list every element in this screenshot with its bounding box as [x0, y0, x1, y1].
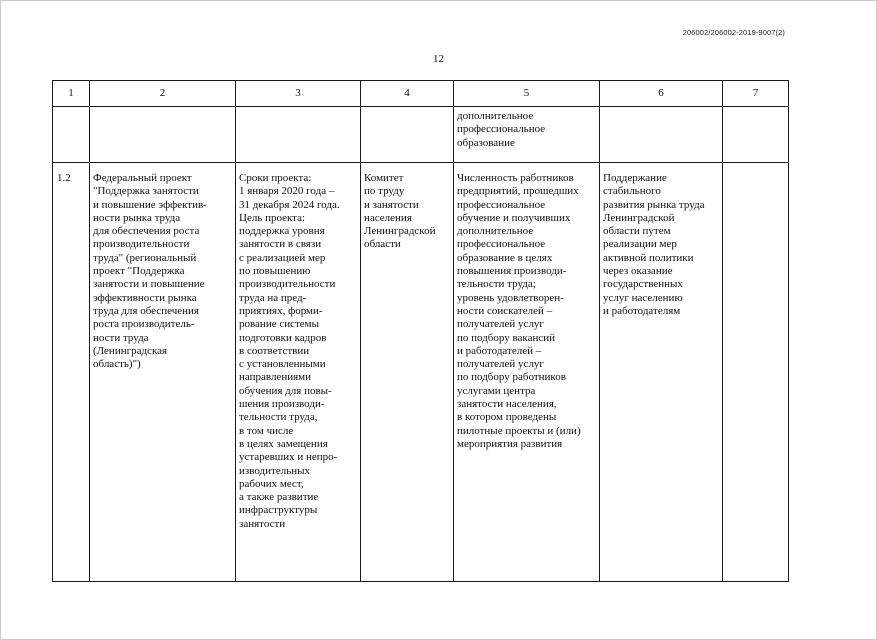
cont-cell-5: дополнительное профессиональное образование	[454, 107, 600, 163]
cont-cell-4	[361, 107, 454, 163]
responsible-executor: Комитет по труду и занятости населения Ленинградской области	[361, 163, 454, 582]
document-id: 206002/206002-2019-9007(2)	[682, 28, 785, 37]
page-number: 12	[433, 53, 444, 65]
cont-cell-7	[723, 107, 789, 163]
column-header-7: 7	[723, 81, 789, 107]
cont-cell-6	[600, 107, 723, 163]
row-number: 1.2	[53, 163, 90, 582]
project-terms-and-goal: Сроки проекта: 1 января 2020 года – 31 декабря 2024 года. Цель проекта: поддержка уровня занятости в связи с реализацией мер по повышению производительности труда на пред- приятиях, форми- рование системы подготовки кадров в соответствии с установленными направлениями обучения для повы- шения производи- тельности труда, в том числе в целях замещения устаревших и непро- изводительных рабочих мест, а также развитие инфраструктуры занятости	[236, 163, 361, 582]
table-row	[53, 163, 789, 582]
project-name: Федеральный проект "Поддержка занятости и повышение эффектив- ности рынка труда для обеспечения роста производительности труда" (региональный проект "Поддержка занятости и повышение эффективности рынка труда для обеспечения роста производитель- ности труда (Ленинградская область)")	[90, 163, 236, 582]
cont-cell-1	[53, 107, 90, 163]
expected-result: Поддержание стабильного развития рынка труда Ленинградской области путем реализации мер активной политики через оказание государственных услуг населению и работодателям	[600, 163, 723, 582]
cont-cell-2	[90, 107, 236, 163]
column-header-2: 2	[90, 81, 236, 107]
column-header-6: 6	[600, 81, 723, 107]
cont-cell-3	[236, 107, 361, 163]
measures-table	[52, 80, 789, 582]
column-header-4: 4	[361, 81, 454, 107]
column-header-5: 5	[454, 81, 600, 107]
continuation-row	[53, 107, 789, 163]
header-row	[53, 81, 789, 107]
indicators: Численность работников предприятий, прошедших профессиональное обучение и получивших дополнительное профессиональное образование в целях повышения производи- тельности труда; уровень удовлетворен- ности соискателей – получателей услуг по подбору вакансий и работодателей – получателей услуг по подбору работников услугами центра занятости населения, в котором проведены пилотные проекты и (или) мероприятия развития	[454, 163, 600, 582]
column-7-cell	[723, 163, 789, 582]
column-header-1: 1	[53, 81, 90, 107]
column-header-3: 3	[236, 81, 361, 107]
